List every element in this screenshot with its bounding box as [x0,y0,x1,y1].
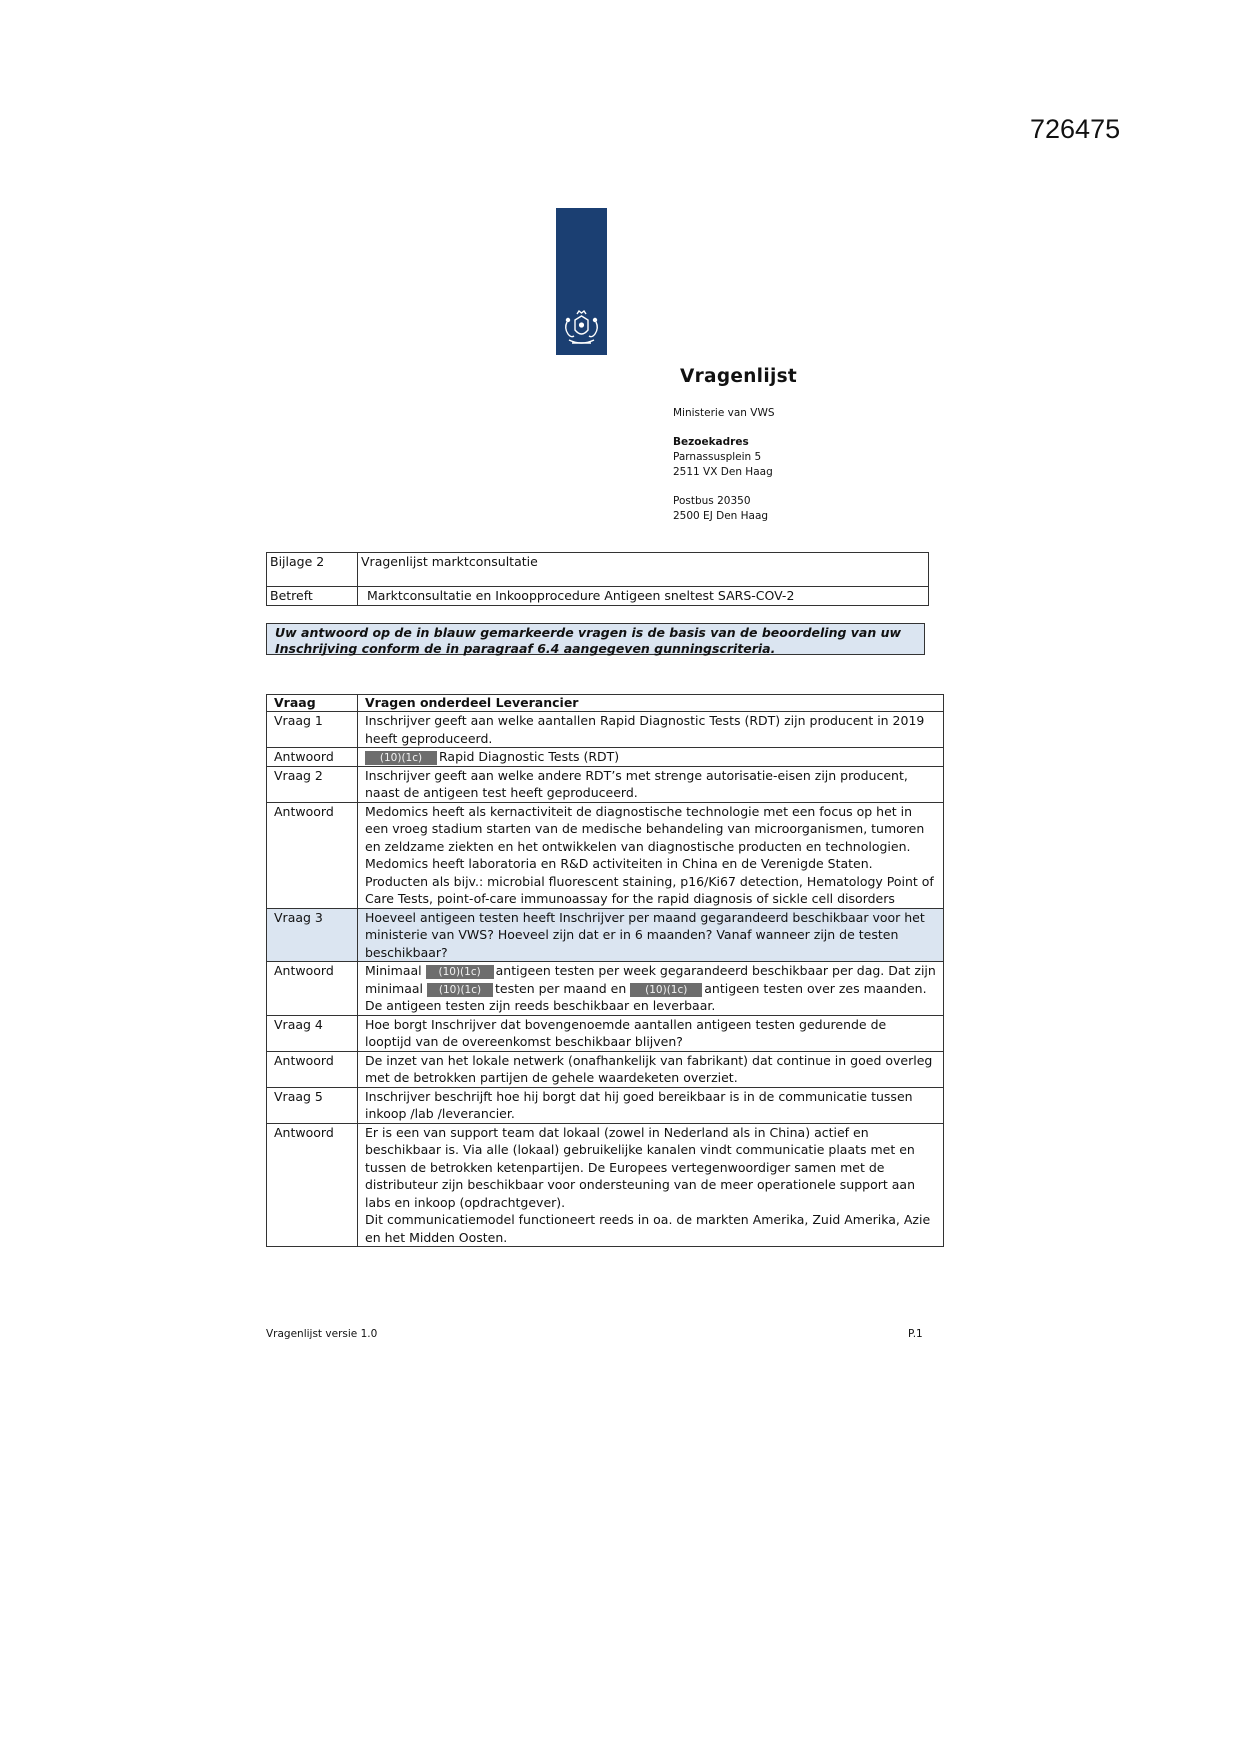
row-key: Antwoord [267,748,358,767]
table-row [267,802,944,908]
row-text: Hoe borgt Inschrijver dat bovengenoemde aantallen antigeen testen gedurende de looptijd van de overeenkomst beschikbaar blijven? [358,1015,944,1051]
answer-text: Dit communicatiemodel functioneert reeds in oa. de markten Amerika, Zuid Amerika, Azie en het Midden Oosten. [365,1212,931,1245]
answer-text: antigeen testen over zes maanden. [704,980,927,996]
row-key: Antwoord [267,802,358,908]
sender-address-block [673,406,775,524]
meta-key: Betreft [267,587,358,606]
row-text: Inschrijver geeft aan welke aantallen Rapid Diagnostic Tests (RDT) zijn producent in 2019 heeft geproduceerd. [358,712,944,748]
row-key: Vraag 3 [267,908,358,962]
postbox: Postbus 20350 [673,495,751,507]
meta-table [266,552,929,606]
row-text: Medomics heeft als kernactiviteit de diagnostische technologie met een focus op het in een vroeg stadium starten van de medische behandeling van microorganismen, tumoren en zeldzame ziekten en het ontwikkelen van diagnostische producten en technologien. Medomics heeft laboratoria en R&D activiteiten in China en de Verenigde Staten. Producten als bijv.: microbial fluorescent staining, p16/Ki67 detection, Hematology Point of Care Tests, point-of-care immunoassay for the rapid diagnosis of sickle cell disorders [358,802,944,908]
answer-text: testen per maand en [495,980,627,996]
table-row [267,1051,944,1087]
row-text: Hoeveel antigeen testen heeft Inschrijver per maand gegarandeerd beschikbaar voor het ministerie van VWS? Hoeveel zijn dat er in 6 maanden? Vanaf wanneer zijn de testen beschikbaar? [358,908,944,962]
row-text: Inschrijver geeft aan welke andere RDT’s met strenge autorisatie-eisen zijn producent, naast de antigeen test heeft geproduceerd. [358,766,944,802]
table-row [267,1123,944,1247]
answer-text: Er is een van support team dat lokaal (zowel in Nederland als in China) actief en beschikbaar is. Via alle (lokaal) gebruikelijke kanalen vindt communicatie plaats met en tussen de betrokken ketenpartijen. De Europees vertegenwoordiger samen met de distributeur zijn beschikbaar voor ondersteuning van de meer operationele support aan labs en inkoop (opdrachtgever). [365,1124,915,1210]
answer-text: antigeen testen per week gegarandeerd beschikbaar per dag. Dat zijn minimaal [365,963,936,996]
table-row [267,712,944,748]
answer-text: Minimaal [365,963,422,978]
row-key: Vraag 1 [267,712,358,748]
row-key: Antwoord [267,1123,358,1247]
row-key: Antwoord [267,962,358,1016]
footer-page-number: P.1 [908,1328,923,1340]
row-text: De inzet van het lokale netwerk (onafhankelijk van fabrikant) dat continue in goed overleg met de betrokken partijen de gehele waardeketen overziet. [358,1051,944,1087]
questions-table [266,694,944,1247]
column-header: Vragen onderdeel Leverancier [358,695,944,712]
meta-key: Bijlage 2 [267,553,358,587]
redaction-box: (10)(1c) [365,751,437,765]
coat-of-arms-icon [559,308,604,350]
row-key: Vraag 4 [267,1015,358,1051]
postbox-city: 2500 EJ Den Haag [673,510,769,522]
redaction-box: (10)(1c) [427,983,493,997]
visit-address-label: Bezoekadres [673,436,749,448]
visit-street: Parnassusplein 5 [673,451,762,463]
row-text [358,962,944,1016]
answer-text: Rapid Diagnostic Tests (RDT) [439,749,620,764]
answer-text: De antigeen testen zijn reeds beschikbaar en leverbaar. [365,998,716,1013]
table-row [267,1087,944,1123]
table-row [267,587,929,606]
table-row [267,1015,944,1051]
rijksoverheid-logo [556,208,607,355]
table-row [267,766,944,802]
document-number: 726475 [1030,114,1121,144]
row-text [358,1123,944,1247]
row-text: Inschrijver beschrijft hoe hij borgt dat hij goed bereikbaar is in de communicatie tussen inkoop /lab /leverancier. [358,1087,944,1123]
row-key: Vraag 5 [267,1087,358,1123]
ministry-name: Ministerie van VWS [673,407,775,419]
table-row-highlighted [267,908,944,962]
redaction-box: (10)(1c) [426,965,494,979]
table-row [267,748,944,767]
visit-city: 2511 VX Den Haag [673,466,773,478]
meta-value: Vragenlijst marktconsultatie [358,553,929,587]
footer-version: Vragenlijst versie 1.0 [266,1328,378,1340]
column-header: Vraag [267,695,358,712]
row-key: Antwoord [267,1051,358,1087]
meta-value: Marktconsultatie en Inkoopprocedure Antigeen sneltest SARS-COV-2 [358,587,929,606]
row-text [358,748,944,767]
page-title: Vragenlijst [680,366,798,387]
table-row [267,553,929,587]
table-header-row [267,695,944,712]
redaction-box: (10)(1c) [630,983,702,997]
row-key: Vraag 2 [267,766,358,802]
instruction-notice: Uw antwoord op de in blauw gemarkeerde vragen is de basis van de beoordeling van uw Inschrijving conform de in paragraaf 6.4 aangegeven gunningscriteria. [266,623,925,655]
table-row [267,962,944,1016]
